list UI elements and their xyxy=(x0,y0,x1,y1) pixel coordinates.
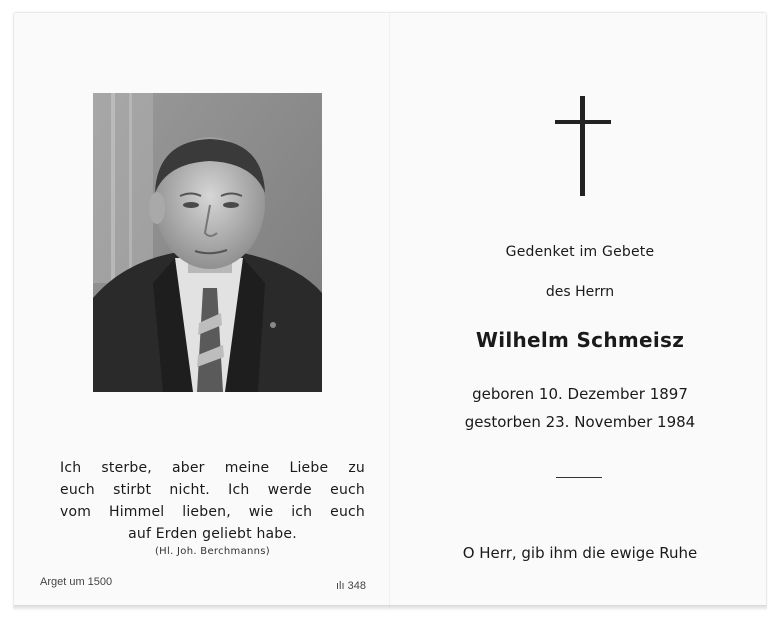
latin-cross-icon xyxy=(555,96,611,196)
print-number: ılı 348 xyxy=(336,580,366,592)
deceased-name: Wilhelm Schmeisz xyxy=(475,328,685,352)
quote-attribution: (Hl. Joh. Berchmanns) xyxy=(154,546,270,557)
honorific-text: des Herrn xyxy=(545,284,615,300)
quote-line-3: vom Himmel lieben, wie ich euch xyxy=(60,504,365,520)
prayer-text: O Herr, gib ihm die ewige Ruhe xyxy=(462,544,698,562)
birth-date: geboren 10. Dezember 1897 xyxy=(472,385,688,403)
quote-line-2: euch stirbt nicht. Ich werde euch xyxy=(60,482,365,498)
card-edge-shadow xyxy=(14,605,766,611)
quote-line-4: auf Erden geliebt habe. xyxy=(128,526,297,542)
printer-mark: Arget um 1500 xyxy=(40,576,113,588)
quote-line-1: Ich sterbe, aber meine Liebe zu xyxy=(60,460,365,476)
memorial-quote xyxy=(60,457,365,545)
intro-text: Gedenket im Gebete xyxy=(505,244,655,260)
portrait-photo xyxy=(93,93,322,392)
death-date: gestorben 23. November 1984 xyxy=(464,413,696,431)
card-fold-line xyxy=(389,13,390,609)
divider-line xyxy=(556,477,602,478)
